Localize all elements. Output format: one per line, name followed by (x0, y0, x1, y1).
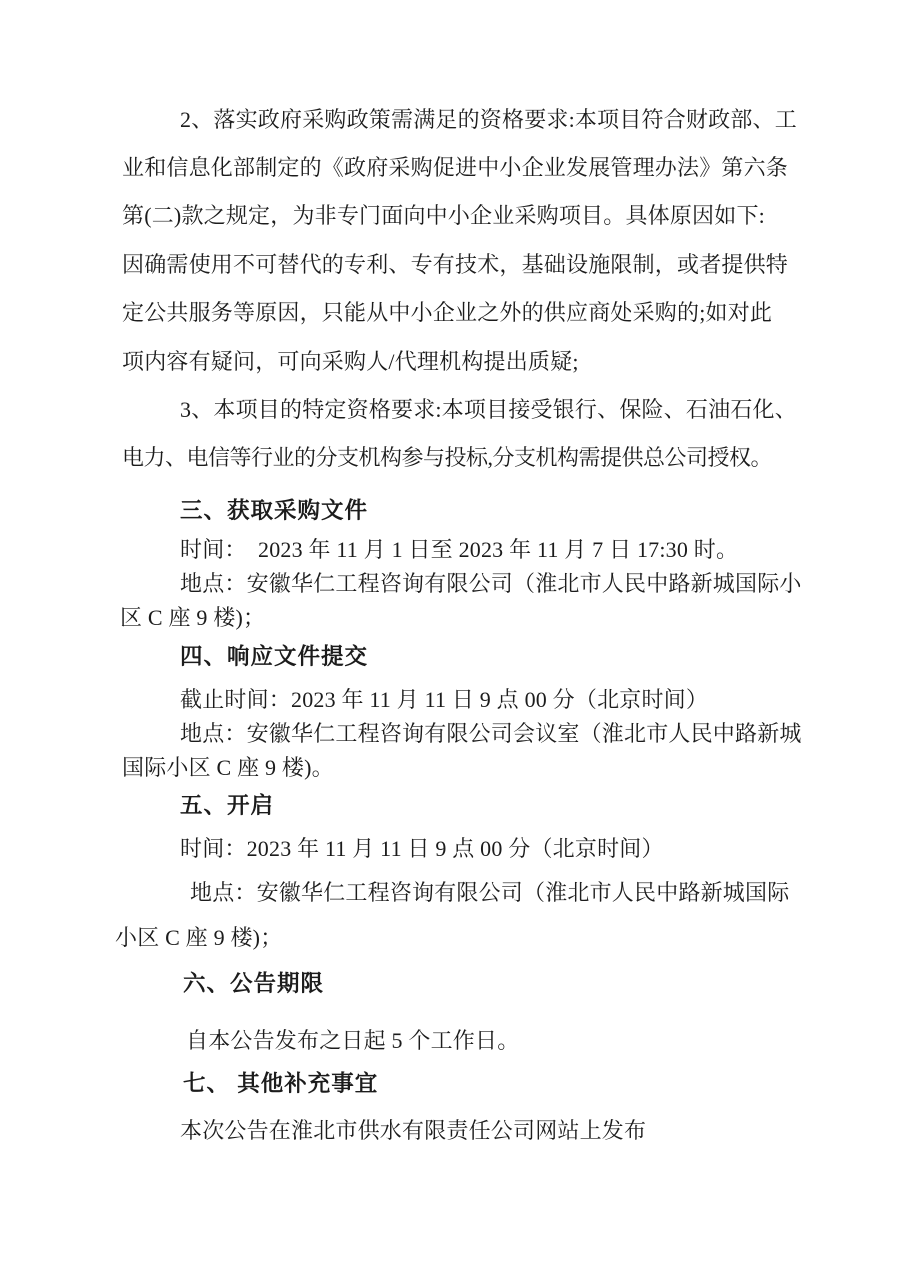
deadline-time-line: 截止时间：2023 年 11 月 11 日 9 点 00 分（北京时间） (180, 687, 709, 712)
publication-info-line: 本次公告在淮北市供水有限责任公司网站上发布 (180, 1118, 647, 1143)
paragraph-2-line-2: 业和信息化部制定的《政府采购促进中小企业发展管理办法》第六条 (122, 155, 789, 180)
section-heading-opening: 五、开启 (180, 793, 275, 818)
paragraph-3-line-2: 电力、电信等行业的分支机构参与投标,分支机构需提供总公司授权。 (122, 445, 773, 470)
section-heading-announcement-period: 六、公告期限 (183, 971, 325, 996)
paragraph-2-line-6: 项内容有疑问，可向采购人/代理机构提出质疑; (122, 349, 579, 374)
announcement-period-line: 自本公告发布之日起 5 个工作日。 (186, 1028, 520, 1053)
obtain-location-line-2: 区 C 座 9 楼)； (120, 605, 266, 630)
paragraph-2-line-1: 2、落实政府采购政策需满足的资格要求:本项目符合财政部、工 (180, 107, 797, 132)
opening-time-line: 时间：2023 年 11 月 11 日 9 点 00 分（北京时间） (180, 836, 664, 861)
paragraph-2-line-4: 因确需使用不可替代的专利、专有技术，基础设施限制，或者提供特 (122, 252, 789, 277)
obtain-location-line-1: 地点：安徽华仁工程咨询有限公司（淮北市人民中路新城国际小 (180, 571, 802, 596)
section-heading-response-submission: 四、响应文件提交 (180, 644, 369, 669)
opening-location-line-1: 地点：安徽华仁工程咨询有限公司（淮北市人民中路新城国际 (190, 880, 790, 905)
submission-location-line-2: 国际小区 C 座 9 楼)。 (122, 755, 334, 780)
section-heading-obtain-documents: 三、获取采购文件 (180, 498, 369, 523)
paragraph-3-line-1: 3、本项目的特定资格要求:本项目接受银行、保险、石油石化、 (180, 397, 797, 422)
submission-location-line-1: 地点：安徽华仁工程咨询有限公司会议室（淮北市人民中路新城 (180, 721, 802, 746)
paragraph-2-line-3: 第(二)款之规定，为非专门面向中小企业采购项目。具体原因如下: (122, 203, 765, 228)
paragraph-2-line-5: 定公共服务等原因，只能从中小企业之外的供应商处采购的;如对此 (122, 300, 773, 325)
section-heading-other-matters: 七、 其他补充事宜 (183, 1071, 379, 1096)
opening-location-line-2: 小区 C 座 9 楼)； (115, 925, 283, 950)
obtain-time-line: 时间： 2023 年 11 月 1 日至 2023 年 11 月 7 日 17:30 时。 (180, 537, 739, 562)
